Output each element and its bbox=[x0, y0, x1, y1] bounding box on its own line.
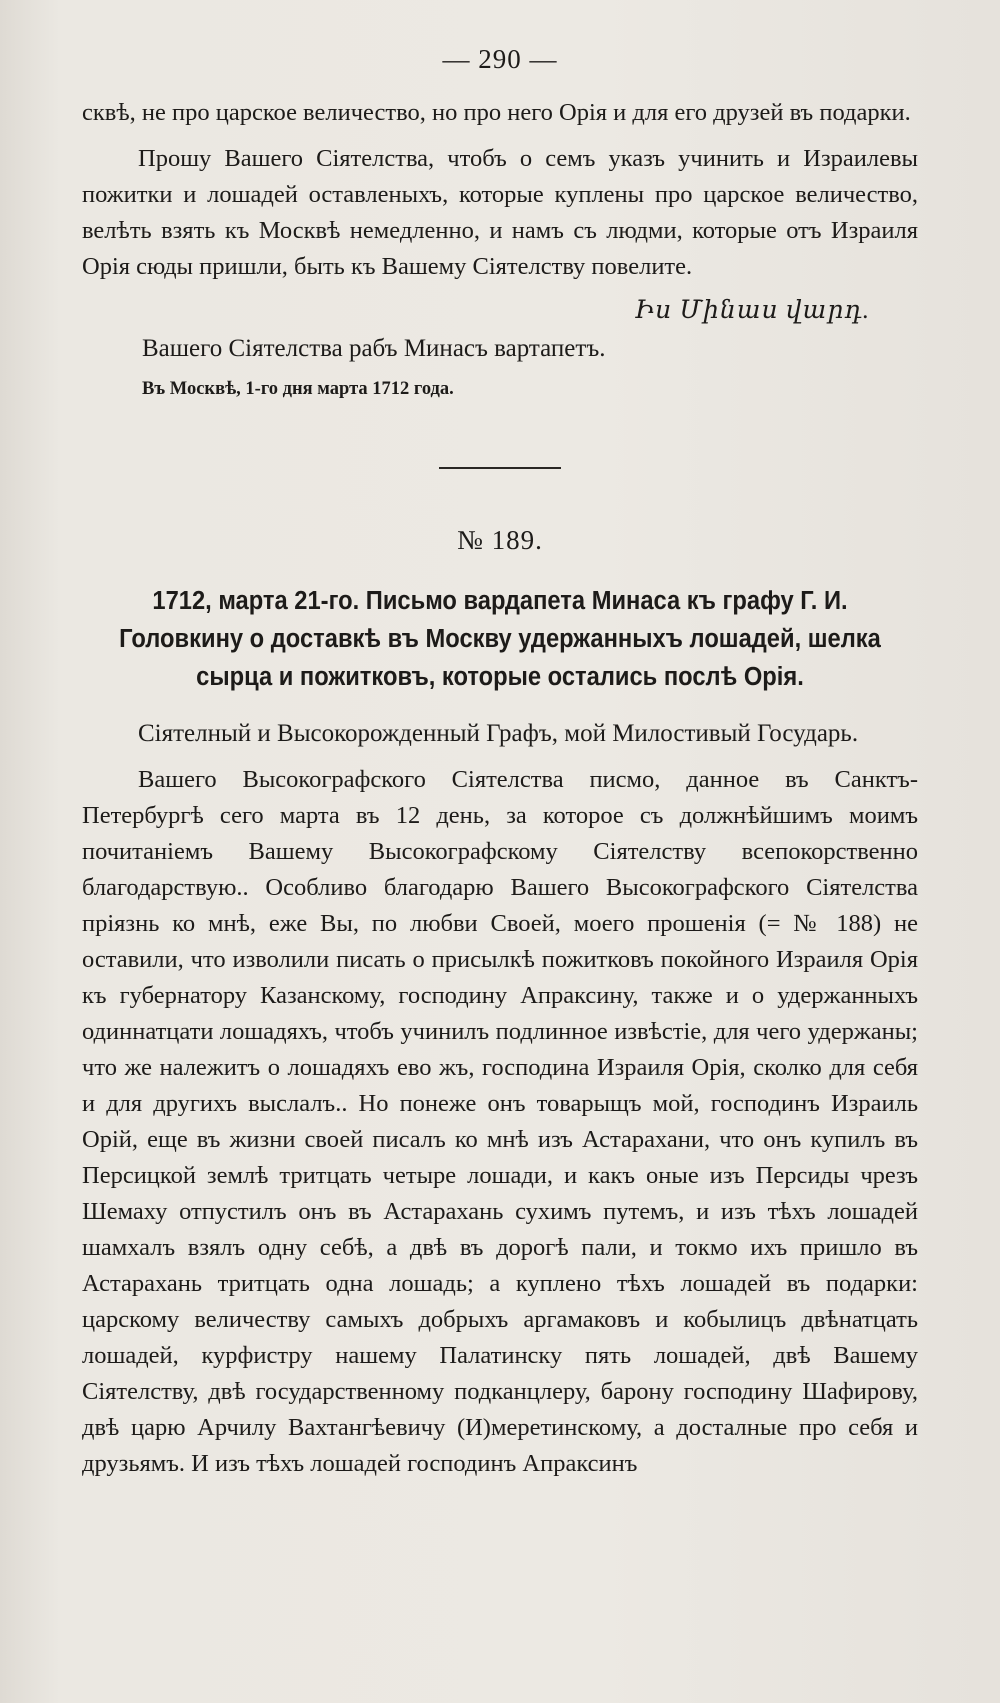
continued-paragraph: сквѣ, не про царское величество, но про него Орія и для его друзей въ подарки. bbox=[82, 99, 911, 126]
request-paragraph: Прошу Вашего Сіятелства, чтобъ о семъ указъ учинить и Израилевы пожитки и лошадей оставленыхъ, которые куплены про царское величество, велѣть взять къ Москвѣ немедленно, и намъ съ людми, которые отъ Израиля Орія сюды пришли, быть къ Вашему Сіятелству повелите. bbox=[82, 145, 918, 280]
salutation-line: Сіятелный и Высокорожденный Графъ, мой Милостивый Государь. bbox=[138, 720, 859, 747]
letter-body: Вашего Высокографского Сіятелства писмо, данное въ Санктъ-Петербургѣ сего марта въ 12 день, за которое съ должнѣйшимъ моимъ почитаніемъ Вашему Высокографскому Сіятелству всепокорственно благодарствую.. Особливо благодарю Вашего Высокографского Сіятелства пріязнь ко мнѣ, еже Вы, по любви Своей, моего прошенія (= № 188) не оставили, что изволили писать о присылкѣ пожитковъ покойного Израиля Орія къ губернатору Казанскому, господину Апраксину, также и о удержанныхъ одиннатцати лошадяхъ, чтобъ учинилъ подлинное извѣстіе, для чего удержаны; что же належитъ о лошадяхъ ево жъ, господина Израиля Орія, сколко для себя и для другихъ выслалъ.. Но понеже онъ товарыщъ мой, господинъ Израиль Орій, еще въ жизни своей писалъ ко мнѣ изъ Астарахани, что онъ купилъ въ Персицкой землѣ тритцать четыре лошади, и какъ оные изъ Персиды чрезъ Шемаху отпустилъ онъ въ Астарахань сухимъ путемъ, и изъ тѣхъ лошадей шамхалъ взялъ одну себѣ, а двѣ въ дорогѣ пали, и токмо ихъ пришло въ Астарахань тритцать одна лошадь; а куплено тѣхъ лошадей въ подарки: царскому величеству самыхъ добрыхъ аргамаковъ и кобылицъ двѣнатцать лошадей, курфистру нашему Палатинску пять лошадей, двѣ Вашему Сіятелству, двѣ государственному подканцлеру, барону господину Шафирову, двѣ царю Арчилу Вахтангѣевичу (И)меретинскому, а досталные про себя и друзьямъ. И изъ тѣхъ лошадей господинъ Апраксинъ bbox=[82, 766, 918, 1477]
paragraph-gap bbox=[82, 131, 918, 141]
place-date-line: Въ Москвѣ, 1-го дня марта 1712 года. bbox=[142, 379, 454, 399]
document-heading: 1712, марта 21-го. Письмо вардапета Минаса къ графу Г. И. Головкину о доставкѣ въ Москву удержанныхъ лошадей, шелка сырца и пожитковъ, которые остались послѣ Орія. bbox=[119, 587, 881, 691]
signature-line: Вашего Сіятелства рабъ Минасъ вартапетъ. bbox=[142, 335, 606, 362]
armenian-signature: Իս Մինաս վարդ. bbox=[634, 297, 870, 324]
document-number: № 189. bbox=[457, 525, 543, 555]
section-divider bbox=[439, 467, 561, 469]
page-number: — 290 — bbox=[442, 44, 558, 74]
